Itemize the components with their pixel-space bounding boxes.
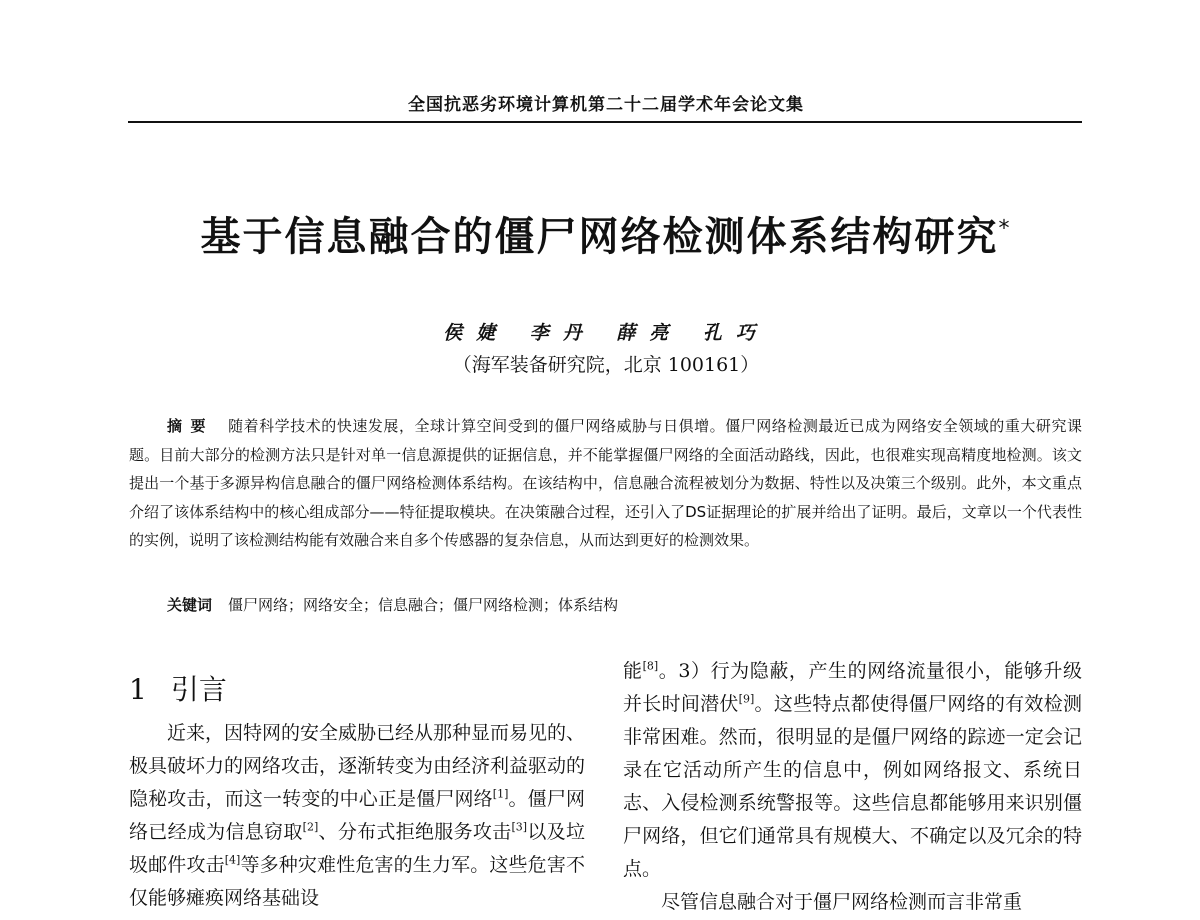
authors: 侯婕 李丹 薛亮 孔巧 [443,322,769,344]
right-column-paragraph-2: 尽管信息融合对于僵尸网络检测而言非常重 [661,891,1023,913]
keywords-label: 关键词 [167,596,213,614]
citation: [2] [302,820,319,834]
title-footnote-mark: * [998,216,1012,242]
abstract-label: 摘要 [167,417,215,435]
section-title: 引言 [170,673,227,706]
running-head: 全国抗恶劣环境计算机第二十二届学术年会论文集 [408,95,804,115]
abstract [129,412,1082,555]
citation: [1] [492,787,509,801]
citation: [3] [511,820,528,834]
header-rule [128,121,1082,123]
citation: [4] [224,853,241,867]
text-run: 。3）行为隐蔽，产生的网络流量很小，能够升级并长时间潜伏 [623,660,1082,715]
left-column-paragraph [129,717,585,915]
section-number: 1 [129,673,147,706]
text-run: 近来，因特网的安全威胁已经从那种显而易见的、极具破坏力的网络攻击，逐渐转变为由经济利益驱动的隐秘攻击，而这一转变的中心正是僵尸网络 [129,722,586,810]
keywords [167,594,1082,615]
keywords-text: 僵尸网络；网络安全；信息融合；僵尸网络检测；体系结构 [228,596,619,614]
abstract-text: 随着科学技术的快速发展，全球计算空间受到的僵尸网络威胁与日俱增。僵尸网络检测最近已成为网络安全领域的重大研究课题。目前大部分的检测方法只是针对单一信息源提供的证据信息，并不能掌握僵尸网络的全面活动路线，因此，也很难实现高精度地检测。该文提出一个基于多源异构信息融合的僵尸网络检测体系结构。在该结构中，信息融合流程被划分为数据、特性以及决策三个级别。此外，本文重点介绍了该体系结构中的核心组成部分——特征提取模块。在决策融合过程，还引入了DS证据理论的扩展并给出了证明。最后，文章以一个代表性的实例，说明了该检测结构能有效融合来自多个传感器的复杂信息，从而达到更好的检测效果。 [129,417,1082,549]
text-run: 、分布式拒绝服务攻击 [318,821,512,843]
paper-title [130,205,1082,262]
citation: [9] [738,692,755,706]
citation: [8] [642,659,659,673]
text-run: 。僵尸网络已经成为信息窃取 [129,788,585,843]
paper-title-text: 基于信息融合的僵尸网络检测体系结构研究 [200,214,999,260]
affiliation: （海军装备研究院，北京 100161） [452,354,760,376]
text-run: 以及垃圾邮件攻击 [129,821,585,876]
text-run: 。这些特点都使得僵尸网络的有效检测非常困难。然而，很明显的是僵尸网络的踪迹一定会记录在它活动所产生的信息中，例如网络报文、系统日志、入侵检测系统警报等。这些信息都能够用来识别僵尸网络，但它们通常具有规模大、不确定以及冗余的特点。 [623,693,1082,880]
section-heading [129,668,227,708]
right-column-paragraph [623,655,1082,886]
text-run: 能 [623,660,643,682]
text-run: 等多种灾难性危害的生力军。这些危害不仅能够瘫痪网络基础设 [129,854,585,909]
